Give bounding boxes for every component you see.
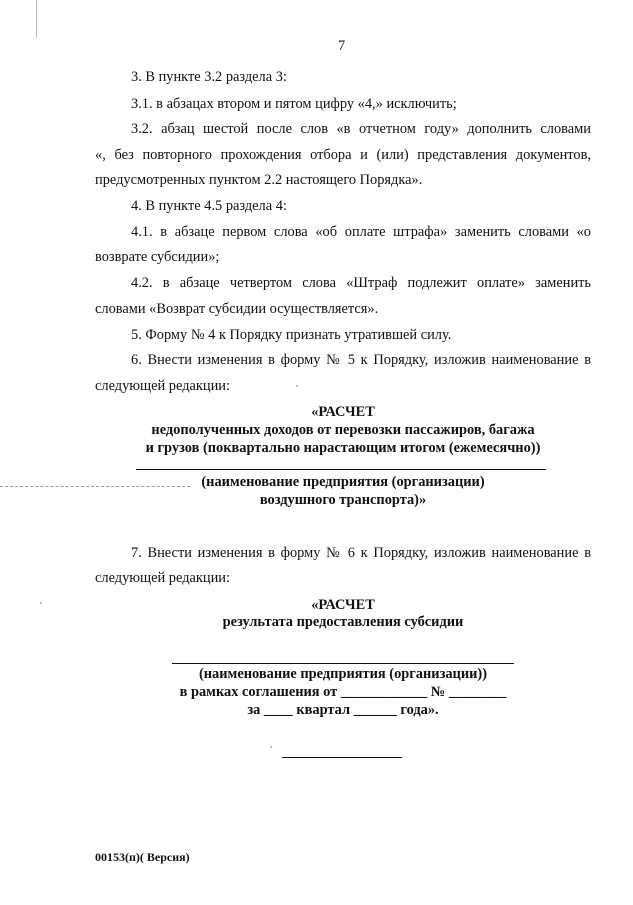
form5-name-underline [136, 469, 546, 470]
item-3: 3. В пункте 3.2 раздела 3: [131, 69, 287, 85]
item-4: 4. В пункте 4.5 раздела 4: [131, 198, 287, 214]
item-4-2-line2: словами «Возврат субсидии осуществляется». [95, 301, 379, 317]
page-number: 7 [338, 38, 346, 54]
form6-agreement-line: в рамках соглашения от ____________ № ________ [179, 684, 507, 700]
item-3-2-line2: «, без повторного прохождения отбора и (или) представления документов, [95, 147, 591, 163]
form5-title: «РАСЧЕТ [311, 404, 375, 420]
item-6-line1: 6. Внести изменения в форму № 5 к Порядку, изложив наименование в [131, 352, 591, 368]
form5-caption-line1: (наименование предприятия (организации) [201, 474, 485, 490]
item-3-1: 3.1. в абзацах втором и пятом цифру «4,» исключить; [131, 96, 457, 112]
form6-title: «РАСЧЕТ [311, 597, 375, 613]
scan-speck [296, 385, 298, 387]
form5-subtitle-line1: недополученных доходов от перевозки пассажиров, багажа [151, 422, 535, 438]
item-3-2-line3: предусмотренных пунктом 2.2 настоящего Порядка». [95, 172, 423, 188]
form6-period-line: за ____ квартал ______ года». [247, 702, 439, 718]
document-code: 00153(п)( Версия) [95, 850, 190, 864]
form6-name-underline [172, 663, 514, 664]
item-4-1-line1: 4.1. в абзаце первом слова «об оплате штрафа» заменить словами «о [131, 224, 591, 240]
scan-edge-mark [36, 0, 37, 38]
item-4-1-line2: возврате субсидии»; [95, 249, 220, 265]
item-7-line2: следующей редакции: [95, 570, 230, 586]
item-5: 5. Форму № 4 к Порядку признать утратившей силу. [131, 327, 452, 343]
item-3-2-line1: 3.2. абзац шестой после слов «в отчетном году» дополнить словами [131, 121, 591, 137]
form5-subtitle-line2: и грузов (поквартально нарастающим итогом (ежемесячно)) [145, 440, 541, 456]
form6-subtitle: результата предоставления субсидии [222, 614, 464, 630]
separator-line [282, 757, 402, 758]
scan-speck [40, 602, 42, 604]
item-6-line2: следующей редакции: [95, 378, 230, 394]
form5-caption-line2: воздушного транспорта)» [259, 492, 427, 508]
item-4-2-line1: 4.2. в абзаце четвертом слова «Штраф подлежит оплате» заменить [131, 275, 591, 291]
item-7-line1: 7. Внести изменения в форму № 6 к Порядку, изложив наименование в [131, 545, 591, 561]
scan-speck [270, 746, 272, 748]
form6-caption: (наименование предприятия (организации)) [198, 666, 488, 682]
